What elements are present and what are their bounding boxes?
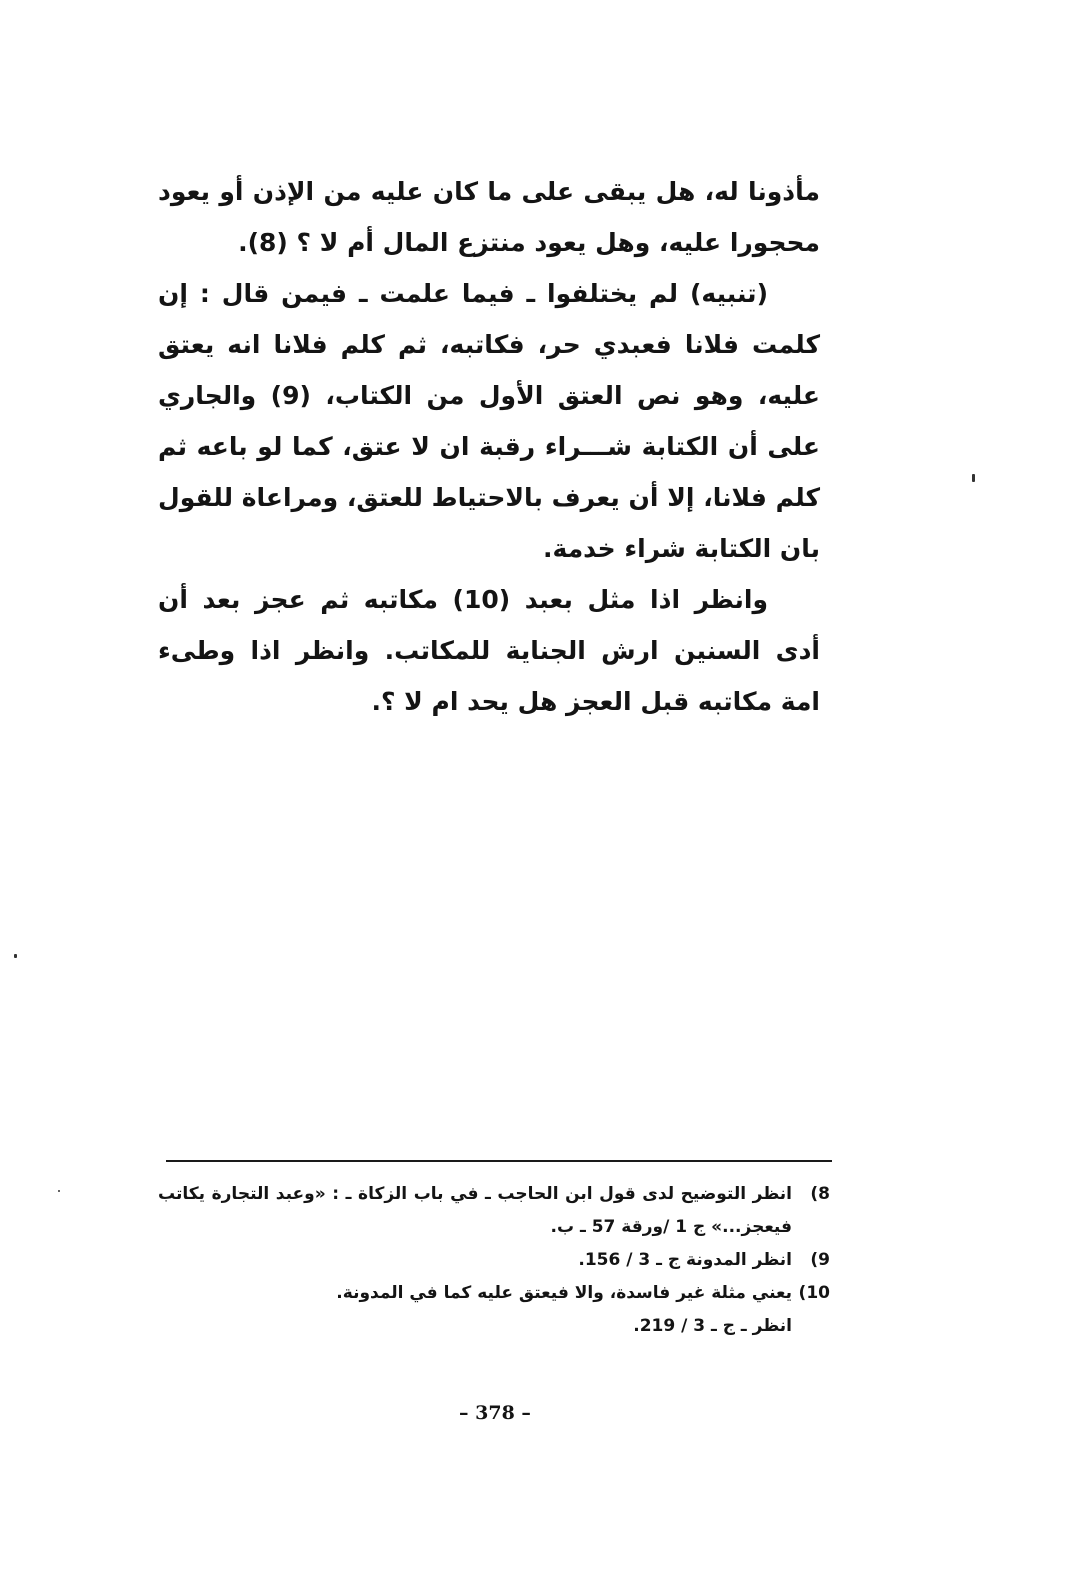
footnote-text: انظر المدونة ج ـ 3 / 156.	[578, 1250, 792, 1270]
footnotes	[158, 1178, 830, 1343]
footnote-8	[158, 1178, 830, 1244]
page-number: – 378 –	[459, 1402, 531, 1424]
body-text	[158, 166, 820, 727]
footnote-text: يعني مثلة غير فاسدة، والا فيعتق عليه كما في المدونة.	[336, 1283, 792, 1303]
paragraph-3: وانظر اذا مثل بعبد (10) مكاتبه ثم عجز بعد أن أدى السنين ارش الجناية للمكاتب. وانظر اذا وطىء امة مكاتبه قبل العجز هل يحد ام لا ؟.	[158, 585, 820, 716]
paragraph-1: مأذونا له، هل يبقى على ما كان عليه من الإذن أو يعود محجورا عليه، وهل يعود منتزع المال أم لا ؟ (8).	[158, 177, 820, 257]
scan-speck	[58, 1190, 60, 1192]
footnote-continuation: انظر ـ ج ـ 3 / 219.	[633, 1316, 792, 1336]
footnote-9	[158, 1244, 830, 1277]
scan-speck	[14, 954, 17, 958]
scan-speck	[972, 474, 975, 482]
footnote-text: انظر التوضيح لدى قول ابن الحاجب ـ في باب الزكاة ـ : «وعبد التجارة يكاتب فيعجز...» ج 1 /ورقة 57 ـ ب.	[158, 1184, 792, 1237]
footnote-number: 9)	[810, 1250, 830, 1270]
footnote-10	[158, 1277, 830, 1343]
paragraph-2: (تنبيه) لم يختلفوا ـ فيما علمت ـ فيمن قال : إن كلمت فلانا فعبدي حر، فكاتبه، ثم كلم فلانا انه يعتق عليه، وهو نص العتق الأول من الكتاب، (9) والجاري على أن الكتابة شـــراء رقبة ان لا عتق، كما لو باعه ثم كلم فلانا، إلا أن يعرف بالاحتياط للعتق، ومراعاة للقول بان الكتابة شراء خدمة.	[158, 279, 820, 563]
footnote-number: 8)	[810, 1184, 830, 1204]
footnote-number: 10)	[798, 1283, 830, 1303]
footnote-separator	[166, 1160, 832, 1162]
